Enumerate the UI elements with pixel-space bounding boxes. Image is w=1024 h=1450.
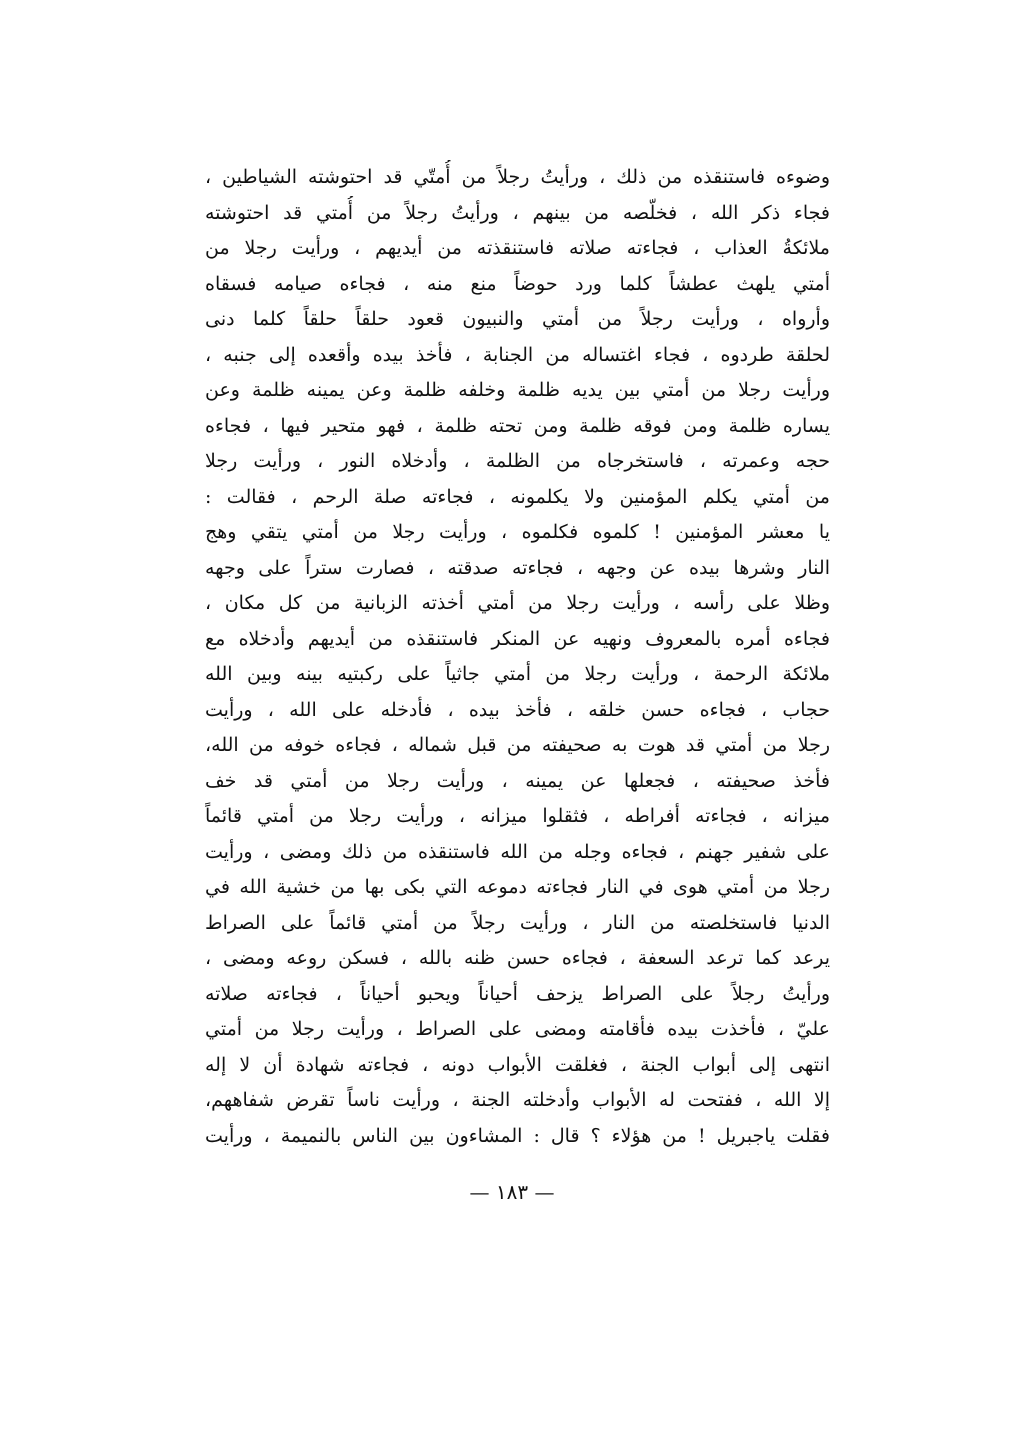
text-line: النار وشرها بيده عن وجهه ، فجاءته صدقته ، فصارت ستراً على وجهه: [205, 556, 830, 579]
text-line: حجاب ، فجاءه حسن خلقه ، فأخذ بيده ، فأدخله على الله ، ورأيت: [205, 698, 830, 721]
text-line: يرعد كما ترعد السعفة ، فجاءه حسن ظنه بالله ، فسكن روعه ومضى ،: [205, 947, 830, 969]
text-line: ملائكةُ العذاب ، فجاءته صلاته فاستنقذته من أيديهم ، ورأيت رجلا من: [205, 237, 830, 259]
text-line: رجلا من أمتي هوى في النار فجاءته دموعه التي بكى بها من خشية الله في: [205, 876, 830, 898]
text-line: حجه وعمرته ، فاستخرجاه من الظلمة ، وأدخلاه النور ، ورأيت رجلا: [205, 450, 830, 472]
text-line: فجاء ذكر الله ، فخلّصه من بينهم ، ورأيتُ رجلاً من أُمتي قد احتوشته: [205, 201, 830, 224]
text-line: رجلا من أمتي قد هوت به صحيفته من قبل شماله ، فجاءه خوفه من الله،: [205, 734, 830, 756]
text-line: لحلقة طردوه ، فجاء اغتساله من الجنابة ، فأخذ بيده وأقعده إلى جنبه ،: [205, 343, 830, 366]
text-line: أمتي يلهث عطشاً كلما ورد حوضاً منع منه ، فجاءه صيامه فسقاه: [205, 272, 830, 295]
text-line: وضوءه فاستنقذه من ذلك ، ورأيتُ رجلاً من أُمتّي قد احتوشته الشياطين ،: [205, 166, 830, 188]
text-line: يساره ظلمة ومن فوقه ظلمة ومن تحته ظلمة ، فهو متحير فيها ، فجاءه: [205, 414, 830, 437]
text-line: من أمتي يكلم المؤمنين ولا يكلمونه ، فجاءته صلة الرحم ، فقالت :: [205, 485, 830, 508]
text-line: ورأيت رجلا من أمتي بين يديه ظلمة وخلفه ظلمة وعن يمينه ظلمة وعن: [205, 379, 830, 401]
text-line: يا معشر المؤمنين ! كلموه فكلموه ، ورأيت رجلا من أمتي يتقي وهج: [205, 521, 830, 543]
text-line: انتهى إلى أبواب الجنة ، فغلقت الأبواب دونه ، فجاءته شهادة أن لا إله: [205, 1053, 830, 1076]
body-text: [205, 160, 830, 1154]
page-number: — ١٨٣ —: [469, 1180, 555, 1204]
text-line: ملائكة الرحمة ، ورأيت رجلا من أمتي جاثياً على ركبتيه بينه وبين الله: [205, 663, 830, 685]
text-line: فقلت ياجبريل ! من هؤلاء ؟ قال : المشاءون بين الناس بالنميمة ، ورأيت: [205, 1124, 830, 1147]
text-line: ورأيتُ رجلاً على الصراط يزحف أحياناً ويحبو أحياناً ، فجاءته صلاته: [205, 982, 830, 1005]
text-line: على شفير جهنم ، فجاءه وجله من الله فاستنقذه من ذلك ومضى ، ورأيت: [205, 840, 830, 863]
text-line: وظلا على رأسه ، ورأيت رجلا من أمتي أخذته الزبانية من كل مكان ،: [205, 592, 830, 614]
text-line: ميزانه ، فجاءته أفراطه ، فثقلوا ميزانه ، ورأيت رجلا من أمتي قائماً: [205, 805, 830, 827]
text-line: إلا الله ، ففتحت له الأبواب وأدخلته الجنة ، ورأيت ناساً تقرض شفاههم،: [205, 1089, 830, 1111]
text-line: عليّ ، فأخذت بيده فأقامته ومضى على الصراط ، ورأيت رجلا من أمتي: [205, 1018, 830, 1040]
text-line: وأرواه ، ورأيت رجلاً من أمتي والنبيون قعود حلقاً حلقاً كلما دنى: [205, 308, 830, 330]
text-line: فأخذ صحيفته ، فجعلها عن يمينه ، ورأيت رجلا من أمتي قد خف: [205, 769, 830, 792]
text-line: فجاءه أمره بالمعروف ونهيه عن المنكر فاستنقذه من أيديهم وأدخلاه مع: [205, 627, 830, 650]
text-line: الدنيا فاستخلصته من النار ، ورأيت رجلاً من أمتي قائماً على الصراط: [205, 911, 830, 934]
